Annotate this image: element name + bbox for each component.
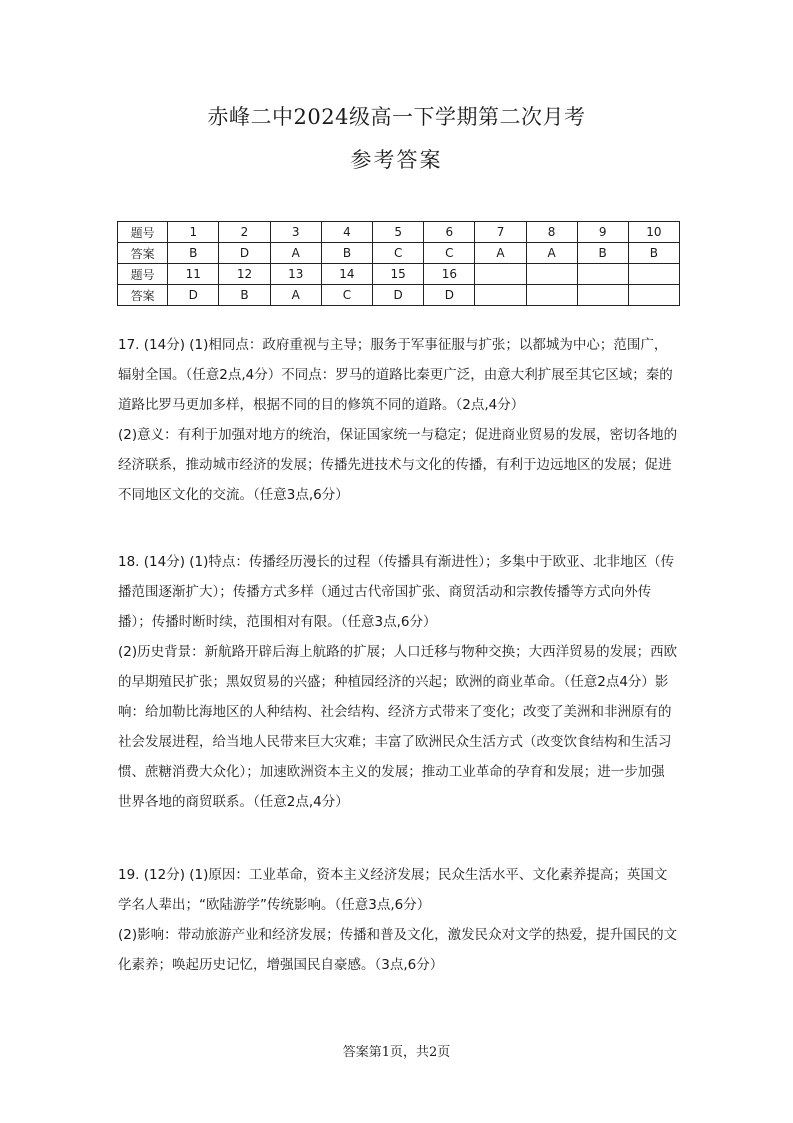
table-cell: 12 — [219, 264, 270, 285]
table-cell: B — [321, 243, 372, 264]
table-cell: 5 — [373, 222, 424, 243]
table-cell: B — [168, 243, 219, 264]
table-cell: 2 — [219, 222, 270, 243]
table-header-cell: 题号 — [118, 264, 168, 285]
page-subtitle: 参考答案 — [350, 148, 443, 172]
table-cell — [526, 264, 577, 285]
table-cell: D — [168, 285, 219, 306]
table-cell: B — [219, 285, 270, 306]
question-19 — [118, 860, 678, 980]
table-cell — [475, 285, 526, 306]
table-cell: 10 — [628, 222, 679, 243]
table-cell: D — [219, 243, 270, 264]
table-cell: B — [628, 243, 679, 264]
question-17 — [118, 330, 678, 510]
table-row — [118, 264, 680, 285]
question-19-part-1: 19. (12分) (1)原因：工业革命，资本主义经济发展；民众生活水平、文化素养提高；英国文学名人辈出；“欧陆游学”传统影响。（任意3点,6分） — [118, 867, 668, 913]
table-cell: 8 — [526, 222, 577, 243]
question-18 — [118, 547, 678, 817]
table-cell: 3 — [270, 222, 321, 243]
table-row — [118, 243, 680, 264]
table-cell — [577, 264, 628, 285]
table-cell: C — [424, 243, 475, 264]
question-18-part-2: (2)历史背景：新航路开辟后海上航路的扩展；人口迁移与物种交换；大西洋贸易的发展；西欧的早期殖民扩张；黑奴贸易的兴盛；种植园经济的兴起；欧洲的商业革命。（任意2点4分）影响：给加勒比海地区的人种结构、社会结构、经济方式带来了变化；改变了美洲和非洲原有的社会发展进程，给当地人民带来巨大灾难；丰富了欧洲民众生活方式（改变饮食结构和生活习惯、蔗糖消费大众化）；加速欧洲资本主义的发展；推动工业革命的孕育和发展；进一步加强世界各地的商贸联系。（任意2点,4分） — [118, 644, 678, 810]
table-cell — [577, 285, 628, 306]
table-row — [118, 222, 680, 243]
table-cell: 4 — [321, 222, 372, 243]
table-cell: A — [270, 243, 321, 264]
table-cell: C — [373, 243, 424, 264]
answer-table — [117, 221, 680, 306]
table-cell: 1 — [168, 222, 219, 243]
table-cell: 13 — [270, 264, 321, 285]
question-17-part-2: (2)意义：有利于加强对地方的统治，保证国家统一与稳定；促进商业贸易的发展，密切各地的经济联系，推动城市经济的发展；传播先进技术与文化的传播，有利于边远地区的发展；促进不同地区文化的交流。（任意3点,6分） — [118, 427, 678, 503]
table-cell — [475, 264, 526, 285]
table-cell: 7 — [475, 222, 526, 243]
question-19-part-2: (2)影响：带动旅游产业和经济发展；传播和普及文化，激发民众对文学的热爱，提升国民的文化素养；唤起历史记忆，增强国民自豪感。（3点,6分） — [118, 927, 678, 973]
table-cell: 16 — [424, 264, 475, 285]
table-header-cell: 题号 — [118, 222, 168, 243]
table-cell: 6 — [424, 222, 475, 243]
table-cell: D — [424, 285, 475, 306]
question-17-part-1: 17. (14分) (1)相同点：政府重视与主导；服务于军事征服与扩张；以都城为中心；范围广，辐射全国。（任意2点,4分）不同点：罗马的道路比秦更广泛，由意大利扩展至其它区域；秦的道路比罗马更加多样，根据不同的目的修筑不同的道路。（2点,4分） — [118, 337, 673, 413]
table-cell: 11 — [168, 264, 219, 285]
table-cell — [628, 285, 679, 306]
table-cell: C — [321, 285, 372, 306]
table-cell: 15 — [373, 264, 424, 285]
table-cell: A — [475, 243, 526, 264]
table-row — [118, 285, 680, 306]
table-cell — [526, 285, 577, 306]
table-cell: A — [526, 243, 577, 264]
table-cell: 9 — [577, 222, 628, 243]
table-cell: B — [577, 243, 628, 264]
table-header-cell: 答案 — [118, 243, 168, 264]
page-footer: 答案第1页，共2页 — [342, 1045, 451, 1060]
table-cell: A — [270, 285, 321, 306]
table-cell: 14 — [321, 264, 372, 285]
table-cell — [628, 264, 679, 285]
table-header-cell: 答案 — [118, 285, 168, 306]
table-cell: D — [373, 285, 424, 306]
question-18-part-1: 18. (14分) (1)特点：传播经历漫长的过程（传播具有渐进性）；多集中于欧亚、北非地区（传播范围逐渐扩大）；传播方式多样（通过古代帝国扩张、商贸活动和宗教传播等方式向外传播）；传播时断时续，范围相对有限。（任意3点,6分） — [118, 554, 675, 630]
page-title: 赤峰二中2024级高一下学期第二次月考 — [207, 105, 586, 129]
